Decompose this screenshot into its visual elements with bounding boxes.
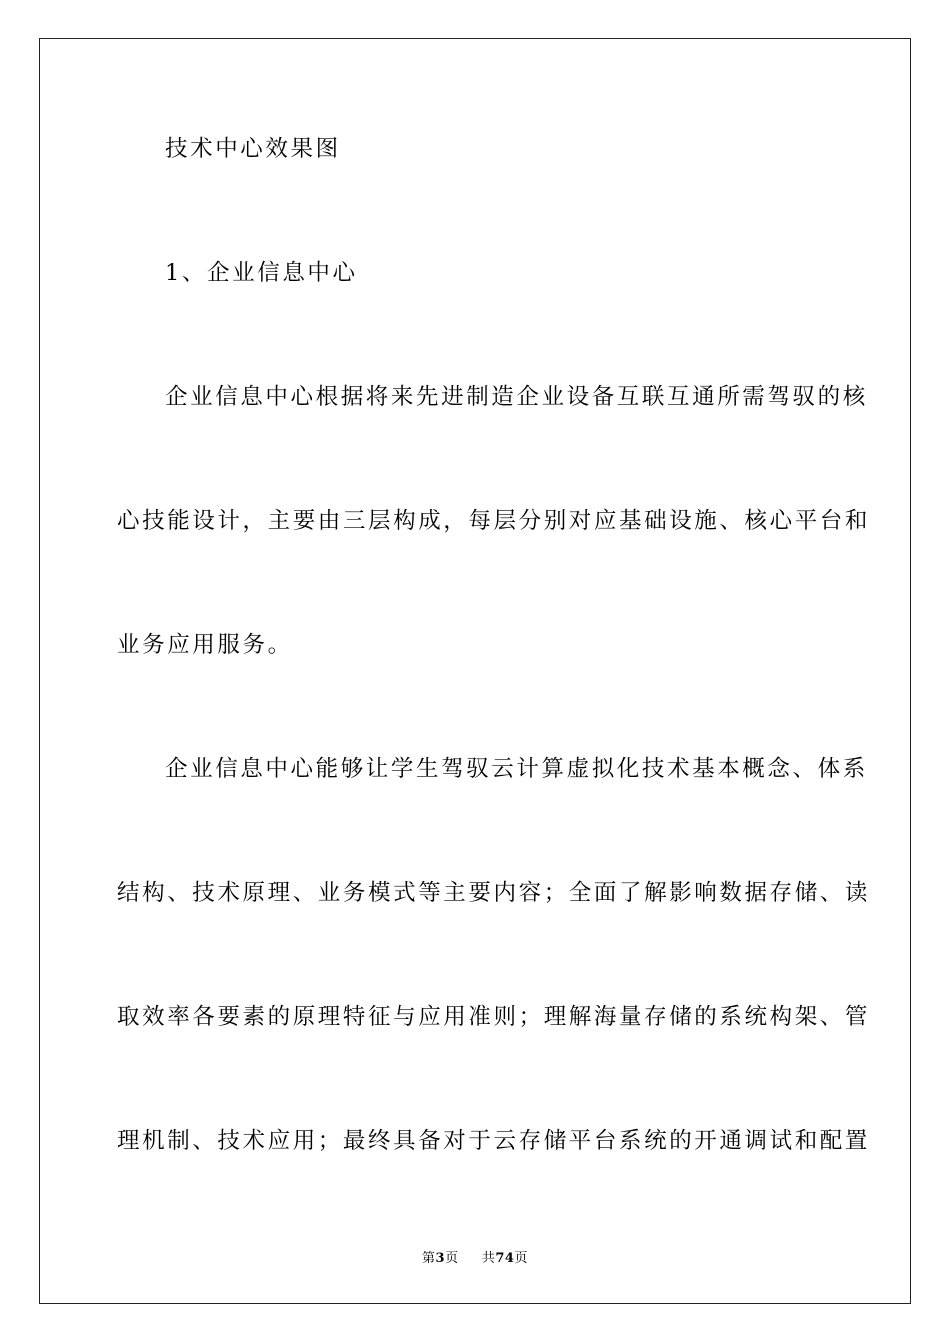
spacer	[117, 666, 837, 748]
paragraph-1	[117, 376, 871, 666]
page-suffix: 页	[445, 1251, 459, 1266]
paragraph-line: 企业信息中心能够让学生驾驭云计算虚拟化技术基本概念、体系	[165, 756, 868, 782]
paragraph-line: 取效率各要素的原理特征与应用准则；理解海量存储的系统构架、管	[117, 1004, 871, 1030]
paragraph-line: 结构、技术原理、业务模式等主要内容；全面了解影响数据存储、读	[117, 880, 871, 906]
total-prefix: 共	[481, 1251, 496, 1266]
paragraph-line: 理机制、技术应用；最终具备对于云存储平台系统的开通调试和配置	[117, 1128, 871, 1154]
spacer	[117, 418, 837, 500]
section-title: 1、企业信息中心	[165, 260, 358, 286]
page-heading: 技术中心效果图	[165, 136, 341, 162]
spacer	[117, 790, 837, 872]
spacer	[117, 170, 837, 252]
paragraph-line: 业务应用服务。	[117, 632, 293, 658]
spacer	[117, 914, 837, 996]
document-body	[117, 128, 871, 1162]
spacer	[117, 542, 837, 624]
page-total: 74	[495, 1251, 515, 1266]
total-suffix: 页	[514, 1251, 528, 1266]
spacer	[117, 294, 837, 376]
page-footer	[0, 1247, 950, 1266]
paragraph-line: 企业信息中心根据将来先进制造企业设备互联互通所需驾驭的核	[165, 384, 868, 410]
spacer	[117, 1038, 837, 1120]
paragraph-2	[117, 748, 871, 1162]
page-current: 3	[435, 1251, 446, 1266]
paragraph-line: 心技能设计，主要由三层构成，每层分别对应基础设施、核心平台和	[117, 508, 871, 534]
page-prefix: 第	[422, 1251, 436, 1266]
